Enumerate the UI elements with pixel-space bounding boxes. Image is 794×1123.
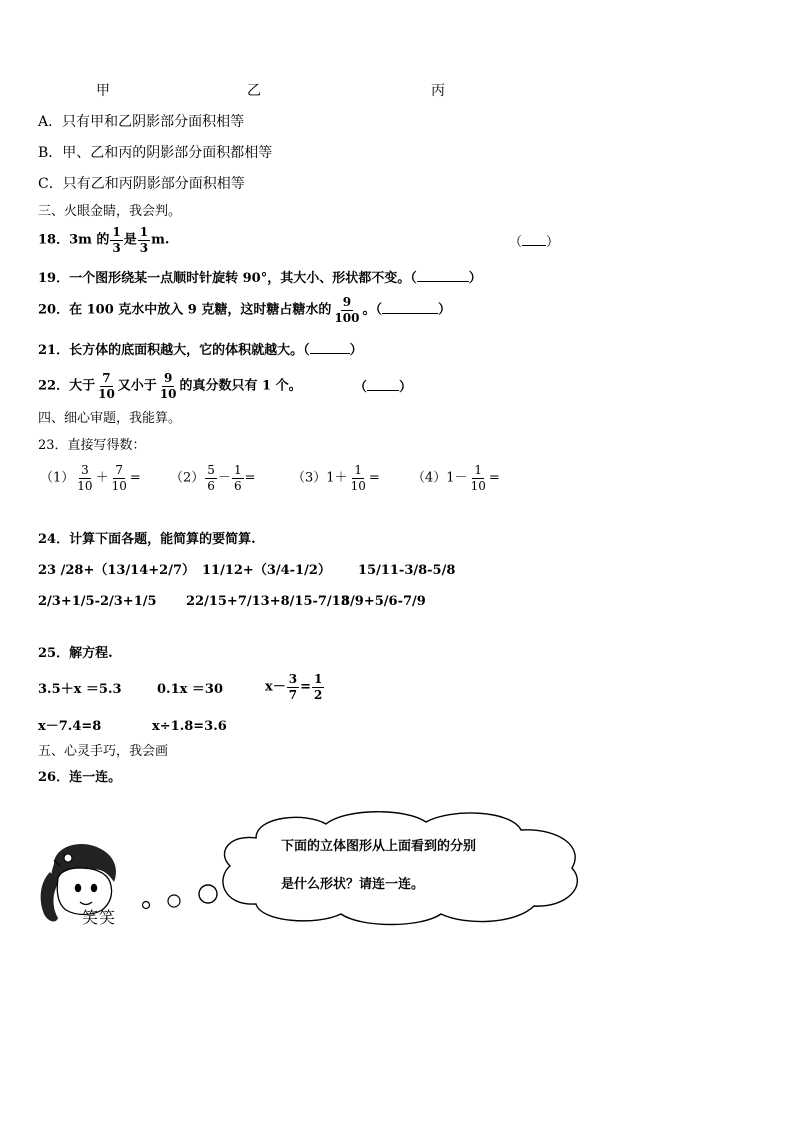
q23-expression-2 [170, 464, 255, 492]
q22-post: 的真分数只有 1 个。 [179, 378, 302, 394]
q24-item-2: 11/12+（3/4-1/2） [202, 563, 331, 578]
label-yi: 乙 [247, 83, 261, 99]
fraction-denominator: 10 [111, 478, 127, 493]
fraction-numerator: 1 [233, 463, 242, 477]
fraction-numerator: 9 [163, 371, 173, 385]
question-20 [38, 296, 451, 324]
section-4-title: 四、细心审题，我能算。 [38, 411, 182, 426]
thought-cloud [216, 808, 586, 926]
fraction [232, 464, 244, 492]
answer-line [367, 389, 399, 391]
fraction-denominator: 10 [159, 386, 177, 401]
expr-index: （4） [412, 470, 447, 486]
fraction-denominator: 6 [207, 478, 215, 493]
equals: = [488, 470, 500, 486]
option-c: C．只有乙和丙阴影部分面积相等 [38, 176, 245, 192]
fraction-denominator: 3 [112, 240, 121, 255]
fraction [287, 673, 299, 701]
option-a: A．只有甲和乙阴影部分面积相等 [38, 114, 245, 130]
question-19 [38, 272, 482, 285]
equals: = [300, 679, 312, 695]
fraction-denominator: 10 [98, 386, 115, 401]
q18-answer-blank[interactable] [509, 236, 559, 249]
fraction [205, 464, 217, 492]
q23-expression-3 [292, 464, 380, 492]
q25-equation-3 [265, 673, 325, 701]
q24-item-3: 15/11-3/8-5/8 [358, 563, 456, 578]
section-3-title: 三、火眼金睛，我会判。 [38, 204, 182, 219]
question-22 [38, 372, 302, 400]
q20-fraction [332, 296, 361, 324]
option-b: B．甲、乙和丙的阴影部分面积都相等 [38, 145, 273, 161]
fraction-numerator: 5 [207, 463, 215, 477]
cloud-text-line-2: 是什么形状？请连一连。 [281, 877, 425, 892]
close-paren: ） [468, 271, 482, 286]
q24-item-5: 22/15+7/13+8/15-7/13 [186, 594, 350, 609]
fraction-numerator: 7 [115, 463, 124, 477]
q25-equation-4: x－7.4=8 [38, 719, 102, 734]
expr-prefix: 1＋ [326, 470, 348, 486]
cloud-text-line-1: 下面的立体图形从上面看到的分别 [281, 839, 477, 854]
answer-line [522, 244, 546, 246]
expr-index: （3） [292, 470, 327, 486]
fraction-numerator: 7 [102, 371, 111, 385]
fraction [110, 464, 129, 492]
close-paren: ） [546, 235, 560, 250]
fraction-numerator: 1 [314, 672, 323, 686]
fraction [312, 673, 324, 701]
fraction-denominator: 3 [139, 240, 149, 255]
girl-name-label: 笑笑 [82, 908, 117, 927]
q18-fraction-2 [138, 226, 150, 254]
equals: = [368, 470, 380, 486]
q20-answer-blank[interactable] [382, 312, 438, 314]
q20-post: 。（ [362, 302, 382, 318]
q18-pre: 18．3m 的 [38, 232, 110, 248]
fraction-denominator: 2 [314, 687, 323, 702]
fraction-numerator: 9 [342, 295, 352, 309]
close-paren: ） [399, 380, 413, 395]
q25-equation-5: x÷1.8=3.6 [152, 719, 227, 734]
expr-prefix: x－ [265, 679, 286, 695]
q23-expression-1 [40, 464, 141, 492]
q22-pre: 22．大于 [38, 378, 96, 394]
equals: = [244, 470, 256, 486]
operator: ＋ [95, 470, 109, 486]
q25-equation-2: 0.1x ＝30 [157, 682, 223, 697]
operator: － [217, 470, 231, 486]
fraction-denominator: 10 [77, 478, 93, 493]
q18-mid: 是 [123, 232, 137, 248]
fraction-numerator: 3 [288, 672, 298, 686]
fraction-numerator: 1 [354, 463, 363, 477]
fraction-denominator: 100 [334, 310, 360, 325]
fraction [469, 464, 488, 492]
fraction-numerator: 3 [81, 463, 89, 477]
q24-item-6: 8/9+5/6-7/9 [341, 594, 426, 609]
fraction-denominator: 6 [233, 478, 242, 493]
thought-bubbles [138, 880, 222, 916]
fraction-denominator: 7 [288, 687, 298, 702]
equals: = [129, 470, 141, 486]
question-18 [38, 226, 169, 254]
q19-text: 19．一个图形绕某一点顺时针旋转 90°，其大小、形状都不变。（ [38, 271, 417, 286]
q22-mid: 又小于 [117, 378, 157, 394]
expr-index: （1） [40, 470, 75, 486]
q18-fraction-1 [110, 226, 122, 254]
expr-index: （2） [170, 470, 205, 486]
fraction-numerator: 1 [139, 225, 149, 239]
expr-prefix: 1－ [446, 470, 468, 486]
q25-title: 25．解方程. [38, 646, 113, 661]
close-paren: ） [437, 302, 451, 318]
q19-answer-blank[interactable] [417, 280, 469, 282]
q24-item-1: 23 /28+（13/14+2/7） [38, 563, 196, 578]
fraction-denominator: 10 [350, 478, 366, 493]
q22-fraction-2 [158, 372, 179, 400]
fraction-numerator: 1 [112, 225, 121, 239]
open-paren: （ [509, 235, 523, 250]
section-5-title: 五、心灵手巧，我会画 [38, 744, 169, 759]
q23-title: 23．直接写得数： [38, 438, 146, 453]
q20-pre: 20．在 100 克水中放入 9 克糖，这时糖占糖水的 [38, 302, 332, 318]
close-paren: ） [349, 343, 363, 358]
q21-answer-blank[interactable] [310, 352, 350, 354]
q22-answer-blank[interactable] [354, 381, 412, 394]
open-paren: （ [354, 380, 368, 395]
fraction [75, 464, 94, 492]
q24-title: 24．计算下面各题，能简算的要简算. [38, 532, 256, 547]
fraction [349, 464, 368, 492]
q18-post: m. [151, 232, 170, 248]
question-21 [38, 344, 363, 357]
q24-item-4: 2/3+1/5-2/3+1/5 [38, 594, 157, 609]
q26-title: 26．连一连。 [38, 770, 122, 785]
fraction-denominator: 10 [470, 478, 486, 493]
q23-expression-4 [412, 464, 500, 492]
q22-fraction-1 [96, 372, 117, 400]
label-jia: 甲 [96, 83, 110, 99]
fraction-numerator: 1 [474, 463, 483, 477]
label-bing: 丙 [431, 83, 445, 99]
q25-equation-1: 3.5＋x ＝5.3 [38, 682, 122, 697]
q21-text: 21．长方体的底面积越大，它的体积就越大。（ [38, 343, 310, 358]
